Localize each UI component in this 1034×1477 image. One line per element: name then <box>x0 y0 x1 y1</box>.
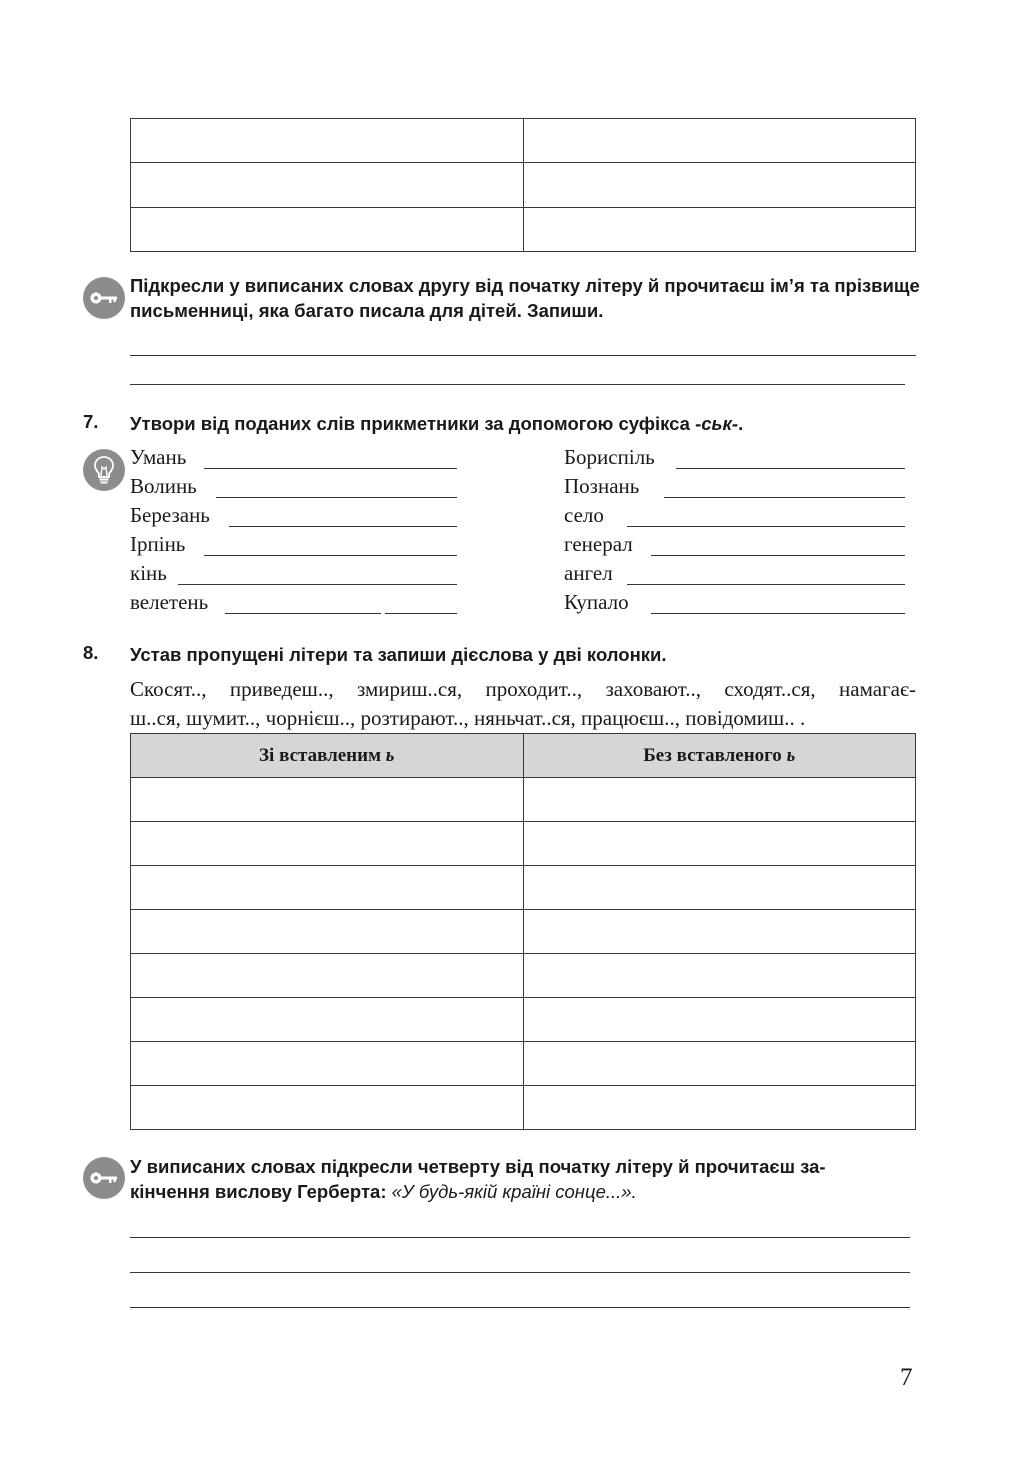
column-header-with-soft-sign <box>131 734 524 778</box>
word-right-5: ангел <box>564 561 613 585</box>
table-cell[interactable] <box>523 119 916 163</box>
table-cell[interactable] <box>131 1086 524 1130</box>
task-8-text-line-1: Скосят.., приведеш.., змириш..ся, проходит.., заховают.., сходят..ся, намагає- <box>130 677 916 701</box>
task-8-text-line-2: ш..ся, шумит.., чорнієш.., розтирают.., няньчат..ся, працюєш.., повідомиш.. . <box>130 706 806 730</box>
hint-1-instruction: Підкресли у виписаних словах другу від початку літеру й прочитаєш ім’я та прізвище письменниці, яка багато писала для дітей. Запиши. <box>130 275 920 321</box>
header-letter: ь <box>385 744 395 766</box>
table-cell[interactable] <box>131 778 524 822</box>
key-icon <box>83 1157 125 1199</box>
table-cell[interactable] <box>131 1042 524 1086</box>
task-7-instruction <box>130 411 920 436</box>
task-8-text <box>130 675 916 733</box>
table-cell[interactable] <box>523 163 916 208</box>
header-letter: ь <box>786 744 796 766</box>
answer-line[interactable] <box>664 497 905 498</box>
table-cell[interactable] <box>131 910 524 954</box>
word-left-4: Ірпінь <box>130 532 186 556</box>
word-right-2: Познань <box>564 474 640 498</box>
table-cell[interactable] <box>131 954 524 998</box>
word-right-1: Бориспіль <box>564 445 655 469</box>
table-cell[interactable] <box>131 208 524 252</box>
word-left-3: Березань <box>130 503 210 527</box>
answer-line[interactable] <box>225 613 381 614</box>
task-8-instruction: Устав пропущені літери та запиши дієслова у дві колонки. <box>130 644 667 665</box>
table-cell[interactable] <box>523 1086 916 1130</box>
column-header-without-soft-sign <box>523 734 916 778</box>
answer-line[interactable] <box>627 526 905 527</box>
table-cell[interactable] <box>523 1042 916 1086</box>
key-icon <box>83 277 125 319</box>
answer-line[interactable] <box>130 1272 910 1273</box>
answer-line[interactable] <box>130 384 905 385</box>
table-cell[interactable] <box>523 910 916 954</box>
table-cell[interactable] <box>131 866 524 910</box>
answer-line[interactable] <box>204 468 457 469</box>
answer-line[interactable] <box>204 555 457 556</box>
task-8-answer-table <box>130 733 916 1130</box>
table-cell[interactable] <box>131 998 524 1042</box>
hint-2-quote: «У будь-якій країні сонце...». <box>391 1181 637 1202</box>
task-8-number: 8. <box>83 642 99 663</box>
table-cell[interactable] <box>523 778 916 822</box>
hint-2-line-1: У виписаних словах підкресли четверту від початку літеру й прочитаєш за- <box>130 1156 826 1177</box>
lightbulb-icon <box>83 449 125 491</box>
word-left-1: Умань <box>130 445 187 469</box>
table-cell[interactable] <box>131 163 524 208</box>
table-cell[interactable] <box>523 954 916 998</box>
table-cell[interactable] <box>523 866 916 910</box>
word-left-5: кінь <box>130 561 167 585</box>
answer-line[interactable] <box>385 613 457 614</box>
answer-line[interactable] <box>216 497 457 498</box>
answer-line[interactable] <box>130 1237 910 1238</box>
suffix-text: -ськ- <box>695 413 739 434</box>
page-number: 7 <box>900 1364 913 1391</box>
hint-2-bold-text: кінчення вислову Герберта: <box>130 1181 392 1202</box>
table-cell[interactable] <box>131 822 524 866</box>
answer-line[interactable] <box>676 468 905 469</box>
answer-line[interactable] <box>130 1307 910 1308</box>
answer-line[interactable] <box>229 526 457 527</box>
instruction-end: . <box>738 413 744 434</box>
header-text: Зі вставленим <box>259 744 386 766</box>
task-7-number: 7. <box>83 411 99 432</box>
hint-2-instruction <box>130 1154 920 1204</box>
table-cell[interactable] <box>131 119 524 163</box>
answer-line[interactable] <box>651 555 905 556</box>
word-right-3: село <box>564 503 604 527</box>
word-right-4: генерал <box>564 532 633 556</box>
word-right-6: Купало <box>564 590 629 614</box>
answer-line[interactable] <box>130 355 916 356</box>
hint-2-line-2 <box>130 1179 920 1204</box>
word-left-6: велетень <box>130 590 209 614</box>
word-left-2: Волинь <box>130 474 197 498</box>
header-text: Без вставленого <box>643 744 787 766</box>
table-cell[interactable] <box>523 998 916 1042</box>
answer-line[interactable] <box>178 584 457 585</box>
top-answer-table <box>130 118 916 252</box>
table-cell[interactable] <box>523 208 916 252</box>
task-7-instruction-text: Утвори від поданих слів прикметники за допомогою суфікса <box>130 413 696 434</box>
answer-line[interactable] <box>651 613 905 614</box>
answer-line[interactable] <box>627 584 905 585</box>
table-cell[interactable] <box>523 822 916 866</box>
